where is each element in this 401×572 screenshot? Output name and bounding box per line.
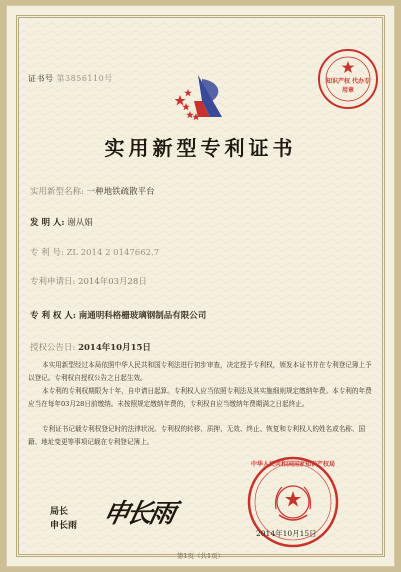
patent-number-row — [30, 246, 159, 258]
grant-date-value: 2014年10月15日 — [78, 343, 151, 353]
body-paragraph-3: 专利证书记载专利权登记时的法律状况。专利权的转移、质押、无效、终止、恢复和专利权人的姓名或名称、国籍、地址变更等事项记载在专利登记簿上。 — [28, 425, 366, 446]
utility-model-name-row — [30, 185, 155, 197]
director-title — [50, 505, 77, 533]
certificate-number — [28, 73, 113, 84]
agency-stamp — [318, 49, 378, 109]
patent-number-label: 专 利 号: — [30, 248, 64, 258]
utility-model-name-value: 一种地铁疏散平台 — [86, 187, 155, 197]
patentee-value: 南通明科格栅玻璃钢制品有限公司 — [78, 311, 207, 321]
patentee-label: 专 利 权 人: — [30, 311, 77, 321]
filing-date-row — [30, 275, 147, 287]
certificate-title: 实用新型专利证书 — [104, 136, 297, 160]
grant-date-label: 授权公告日: — [30, 343, 76, 353]
certificate-number-value: 第3856110号 — [56, 74, 113, 83]
seal-text: 中华人民共和国国家知识产权局 — [250, 461, 335, 468]
body-paragraph-2: 本专利的专利权期限为十年，自申请日起算。专利权人应当依照专利法及其实施细则规定缴纳年费。本专利的年费应当在每年03月28日前缴纳。未按照规定缴纳年费的，专利权自应当缴纳年费期满之日起终止。 — [28, 387, 372, 408]
director-name: 申长雨 — [50, 521, 78, 531]
director-role: 局长 — [50, 507, 69, 517]
handwritten-signature: 申长雨 — [100, 499, 176, 529]
body-paragraph-1: 本实用新型经过本局依照中华人民共和国专利法进行初步审查，决定授予专利权，颁发本证书并在专利登记簿上予以登记。专利权自授权公告之日起生效。 — [28, 361, 372, 382]
patent-number-value: ZL 2014 2 0147662.7 — [66, 248, 160, 258]
patent-office-logo-icon — [172, 71, 234, 123]
filing-date-label: 专利申请日: — [30, 277, 76, 287]
inventor-value: 谢从娟 — [67, 218, 93, 228]
utility-model-name-label: 实用新型名称: — [30, 187, 84, 197]
inventor-row — [30, 216, 93, 228]
agency-stamp-text: 知识产权 代办专用章 — [325, 78, 371, 94]
patentee-row — [30, 309, 206, 321]
page-footer: 第1页（共1页） — [176, 552, 225, 560]
certificate-number-label: 证书号 — [28, 74, 54, 83]
filing-date-value: 2014年03月28日 — [78, 277, 147, 287]
seal-date: 2014年10月15日 — [256, 529, 317, 538]
inventor-label: 发 明 人: — [30, 218, 65, 228]
grant-date-row — [30, 341, 151, 353]
certificate-sheet — [6, 5, 395, 567]
